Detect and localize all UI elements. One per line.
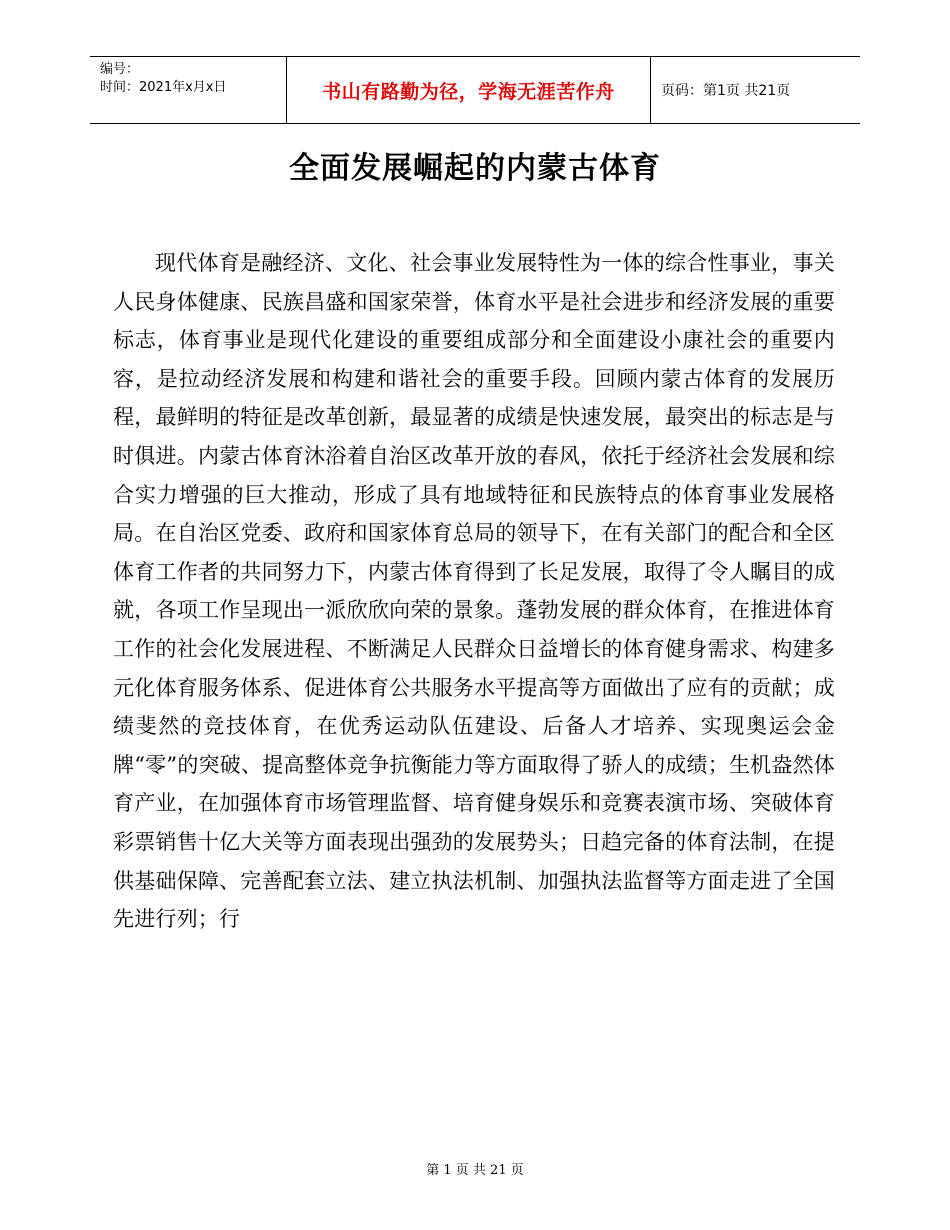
header-motto-cell [286, 57, 651, 123]
time-label: 时间：2021年x月x日 [100, 80, 227, 95]
header-page-info-cell [651, 57, 860, 123]
document-body [113, 244, 835, 939]
motto-text: 书山有路勤为径，学海无涯苦作舟 [322, 80, 615, 103]
document-header [90, 56, 860, 124]
header-meta [90, 57, 286, 123]
body-paragraph: 现代体育是融经济、文化、社会事业发展特性为一体的综合性事业，事关人民身体健康、民族昌盛和国家荣誉，体育水平是社会进步和经济发展的重要标志，体育事业是现代化建设的重要组成部分和全面建设小康社会的重要内容，是拉动经济发展和构建和谐社会的重要手段。回顾内蒙古体育的发展历程，最鲜明的特征是改革创新，最显著的成绩是快速发展，最突出的标志是与时俱进。内蒙古体育沐浴着自治区改革开放的春风，依托于经济社会发展和综合实力增强的巨大推动，形成了具有地域特征和民族特点的体育事业发展格局。在自治区党委、政府和国家体育总局的领导下，在有关部门的配合和全区体育工作者的共同努力下，内蒙古体育得到了长足发展，取得了令人瞩目的成就，各项工作呈现出一派欣欣向荣的景象。蓬勃发展的群众体育，在推进体育工作的社会化发展进程、不断满足人民群众日益增长的体育健身需求、构建多元化体育服务体系、促进体育公共服务水平提高等方面做出了应有的贡献；成绩斐然的竞技体育，在优秀运动队伍建设、后备人才培养、实现奥运会金牌“零”的突破、提高整体竞争抗衡能力等方面取得了骄人的成绩；生机盎然体育产业，在加强体育市场管理监督、培育健身娱乐和竞赛表演市场、突破体育彩票销售十亿大关等方面表现出强劲的发展势头；日趋完备的体育法制，在提供基础保障、完善配套立法、建立执法机制、加强执法监督等方面走进了全国先进行列；行 [113, 251, 835, 932]
number-label: 编号： [100, 62, 140, 77]
page-info: 页码：第1页 共21页 [661, 83, 791, 99]
document-title: 全面发展崛起的内蒙古体育 [289, 151, 661, 186]
page-footer: 第 1 页 共 21 页 [426, 1163, 524, 1178]
